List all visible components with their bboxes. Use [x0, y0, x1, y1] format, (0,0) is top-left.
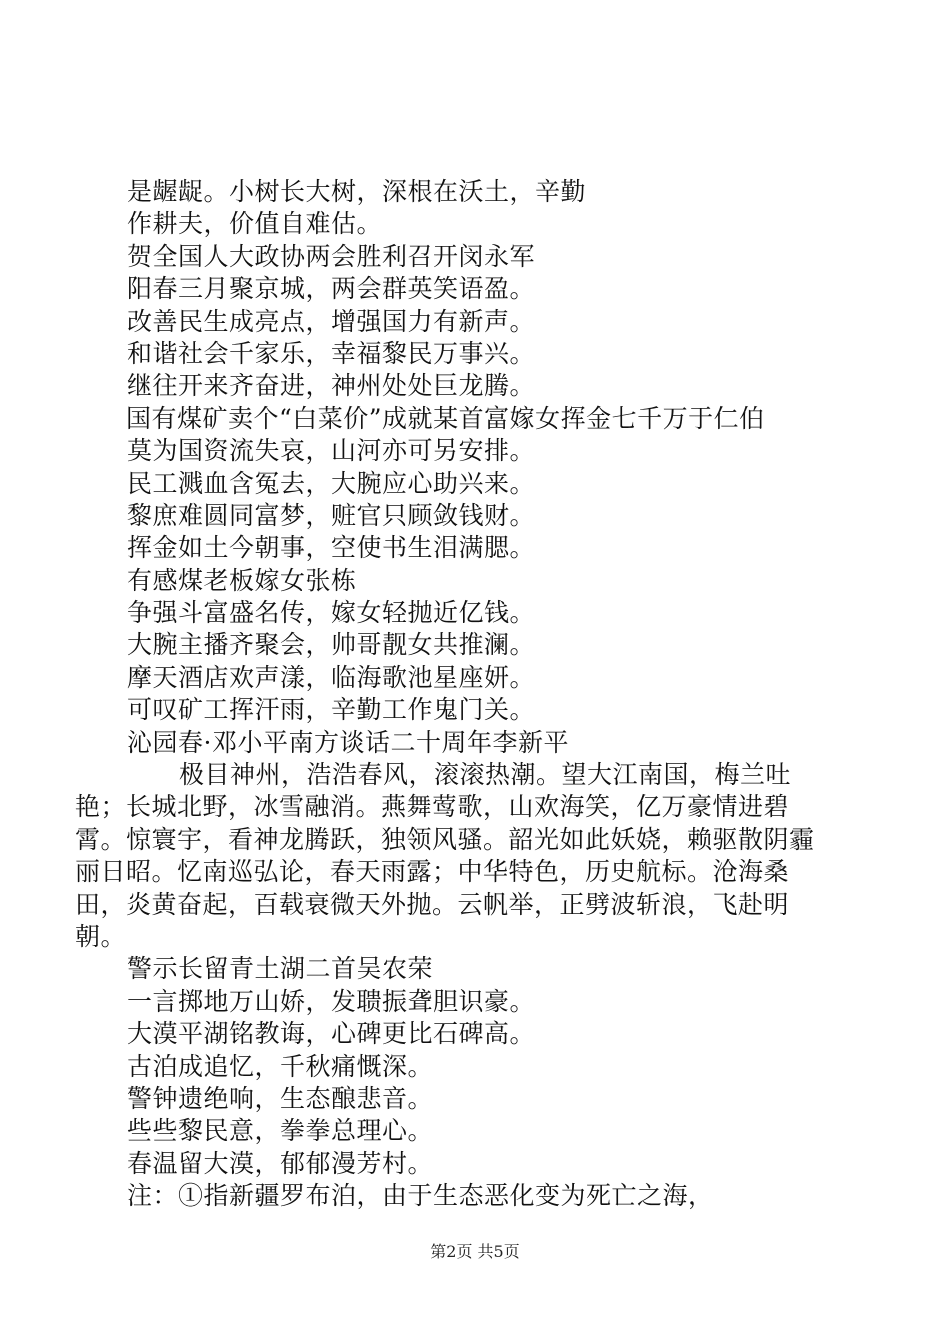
text-line: 大漠平湖铭教诲，心碑更比石碑高。	[127, 1019, 536, 1049]
note-line: 注：①指新疆罗布泊，由于生态恶化变为死亡之海，	[127, 1181, 714, 1211]
text-line: 是龌龊。小树长大树，深根在沃土，辛勤	[127, 177, 587, 206]
page-number: 第2页 共5页	[430, 1242, 520, 1261]
poem-title: 有感煤老板嫁女张栋	[127, 565, 357, 595]
poem-paragraph: 极目神州，浩浩春风，滚滚热潮。望大江南国，梅兰吐艳；长城北野，冰雪融消。燕舞莺歌，山欢海笑，亿万豪情进碧霄。惊寰宇，看神龙腾跃，独领风骚。韶光如此妖娆，赖驱散阴霾丽日昭。忆南巡弘论，春天雨露；中华特色，历史航标。沧海桑田，炎黄奋起，百载衰微天外抛。云帆举，正劈波斩浪，飞赴明朝。	[75, 760, 815, 952]
text-line: 阳春三月聚京城，两会群英笑语盈。	[127, 274, 536, 304]
poem-title: 沁园春·邓小平南方谈话二十周年李新平	[127, 727, 569, 757]
poem-title-text: 国有煤矿卖个“白菜价”成就某首富嫁女挥金七千万于仁伯	[126, 403, 765, 433]
text-line: 大腕主播齐聚会，帅哥靓女共推澜。	[127, 630, 536, 660]
text-line: 继往开来齐奋进，神州处处巨龙腾。	[127, 371, 536, 401]
text-line: 改善民生成亮点，增强国力有新声。	[127, 306, 536, 336]
text-line: 些些黎民意，拳拳总理心。	[127, 1116, 434, 1146]
text-line: 摩天酒店欢声漾，临海歌池星座妍。	[127, 662, 536, 692]
text-line: 莫为国资流失哀，山河亦可另安排。	[127, 436, 536, 466]
text-line: 春温留大漠，郁郁漫芳村。	[127, 1148, 434, 1178]
text-line: 民工溅血含冤去，大腕应心助兴来。	[127, 468, 536, 498]
text-line: 作耕夫，价值自难估。	[127, 209, 383, 239]
poem-title: 警示长留青土湖二首吴农荣	[127, 954, 434, 984]
text-line: 和谐社会千家乐，幸福黎民万事兴。	[127, 338, 536, 368]
poem-title: 贺全国人大政协两会胜利召开闵永军	[127, 241, 536, 271]
poem-title	[0, 403, 837, 435]
text-line: 一言掷地万山娇，发聩振聋胆识豪。	[127, 986, 536, 1016]
text-line: 警钟遗绝响，生态酿悲音。	[127, 1084, 434, 1114]
text-line: 挥金如土今朝事，空使书生泪满腮。	[127, 533, 536, 563]
document-body	[75, 176, 837, 1213]
text-line: 古泊成追忆，千秋痛慨深。	[127, 1051, 434, 1081]
text-line: 可叹矿工挥汗雨，辛勤工作鬼门关。	[127, 695, 536, 725]
text-line: 黎庶难圆同富梦，赃官只顾敛钱财。	[127, 500, 536, 530]
text-line: 争强斗富盛名传，嫁女轻抛近亿钱。	[127, 598, 536, 628]
